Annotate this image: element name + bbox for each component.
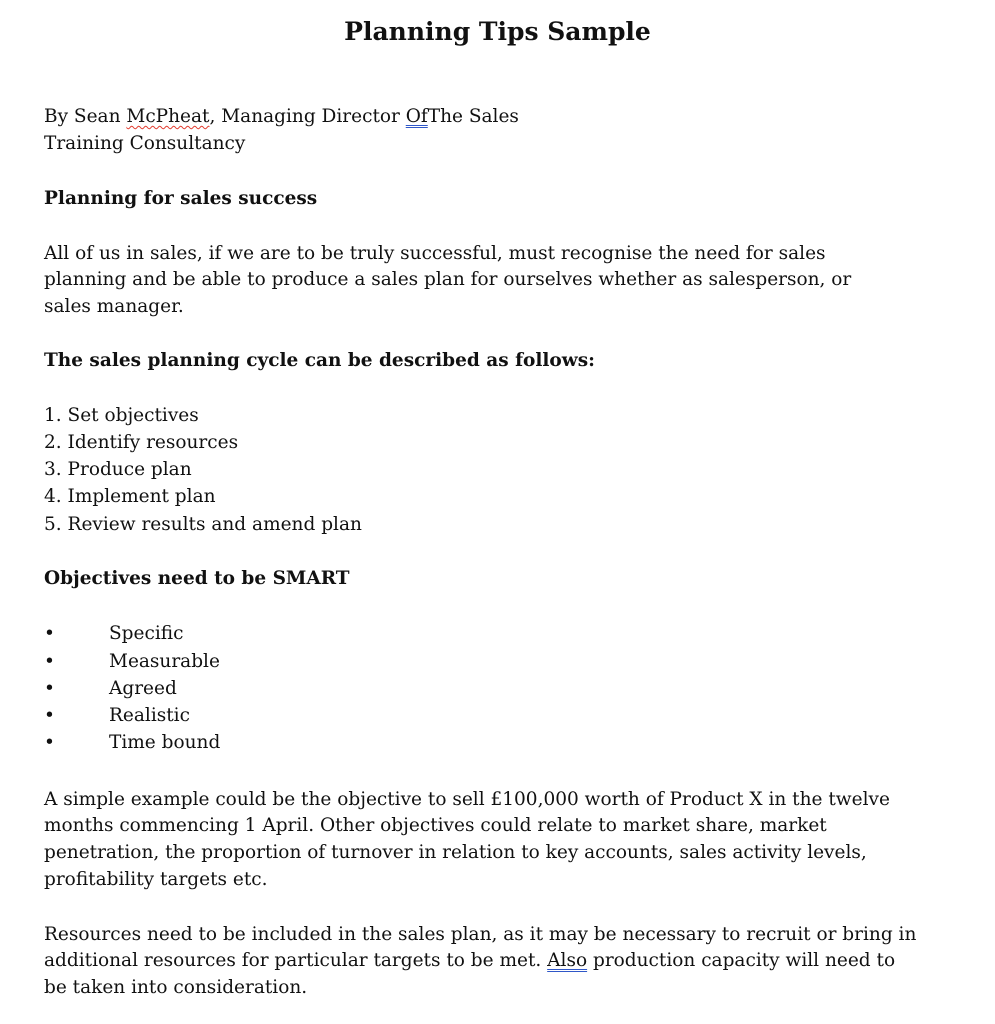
page-title: Planning Tips Sample xyxy=(344,17,651,46)
para-3-line-2-prefix: additional resources for particular targets to be met. xyxy=(44,950,548,971)
cycle-step-3: 3. Produce plan xyxy=(44,459,192,480)
para-1-line-2: planning and be able to produce a sales plan for ourselves whether as salesperson, or xyxy=(44,269,852,290)
bullet-icon: • xyxy=(44,678,55,699)
smart-item-label: Measurable xyxy=(109,651,220,672)
author-of: Of xyxy=(405,106,428,127)
para-2-line-1: A simple example could be the objective to sell £100,000 worth of Product X in the twelve xyxy=(44,789,890,810)
para-2-line-3: penetration, the proportion of turnover in relation to key accounts, sales activity levels, xyxy=(44,842,867,863)
author-suffix: The Sales xyxy=(427,106,519,127)
cycle-step-1: 1. Set objectives xyxy=(44,405,199,426)
bullet-icon: • xyxy=(44,651,55,672)
author-middle: , Managing Director xyxy=(209,106,406,127)
heading-sales-planning-cycle: The sales planning cycle can be described as follows: xyxy=(44,350,595,371)
cycle-step-5: 5. Review results and amend plan xyxy=(44,514,362,535)
para-2-line-2: months commencing 1 April. Other objectives could relate to market share, market xyxy=(44,815,827,836)
para-3-line-3: be taken into consideration. xyxy=(44,977,308,998)
para-3-line-1: Resources need to be included in the sales plan, as it may be necessary to recruit or bring in xyxy=(44,924,917,945)
para-2-line-4: profitability targets etc. xyxy=(44,869,268,890)
heading-objectives-smart: Objectives need to be SMART xyxy=(44,568,350,589)
para-1-line-1: All of us in sales, if we are to be truly successful, must recognise the need for sales xyxy=(44,243,826,264)
smart-item-label: Time bound xyxy=(109,732,221,753)
smart-item-label: Specific xyxy=(109,623,184,644)
cycle-step-2: 2. Identify resources xyxy=(44,432,239,453)
smart-item-label: Realistic xyxy=(109,705,190,726)
heading-planning-for-sales-success: Planning for sales success xyxy=(44,188,318,209)
author-line-2: Training Consultancy xyxy=(44,133,246,154)
bullet-icon: • xyxy=(44,705,55,726)
para-1-line-3: sales manager. xyxy=(44,296,184,317)
bullet-icon: • xyxy=(44,623,55,644)
para-3-also: Also xyxy=(547,950,588,971)
para-3-line-2 xyxy=(44,947,895,974)
para-3-line-2-suffix: production capacity will need to xyxy=(587,950,896,971)
smart-item-label: Agreed xyxy=(109,678,177,699)
bullet-icon: • xyxy=(44,732,55,753)
author-line-1 xyxy=(44,103,519,130)
cycle-step-4: 4. Implement plan xyxy=(44,486,216,507)
author-surname: McPheat xyxy=(126,106,210,127)
author-prefix: By Sean xyxy=(44,106,127,127)
